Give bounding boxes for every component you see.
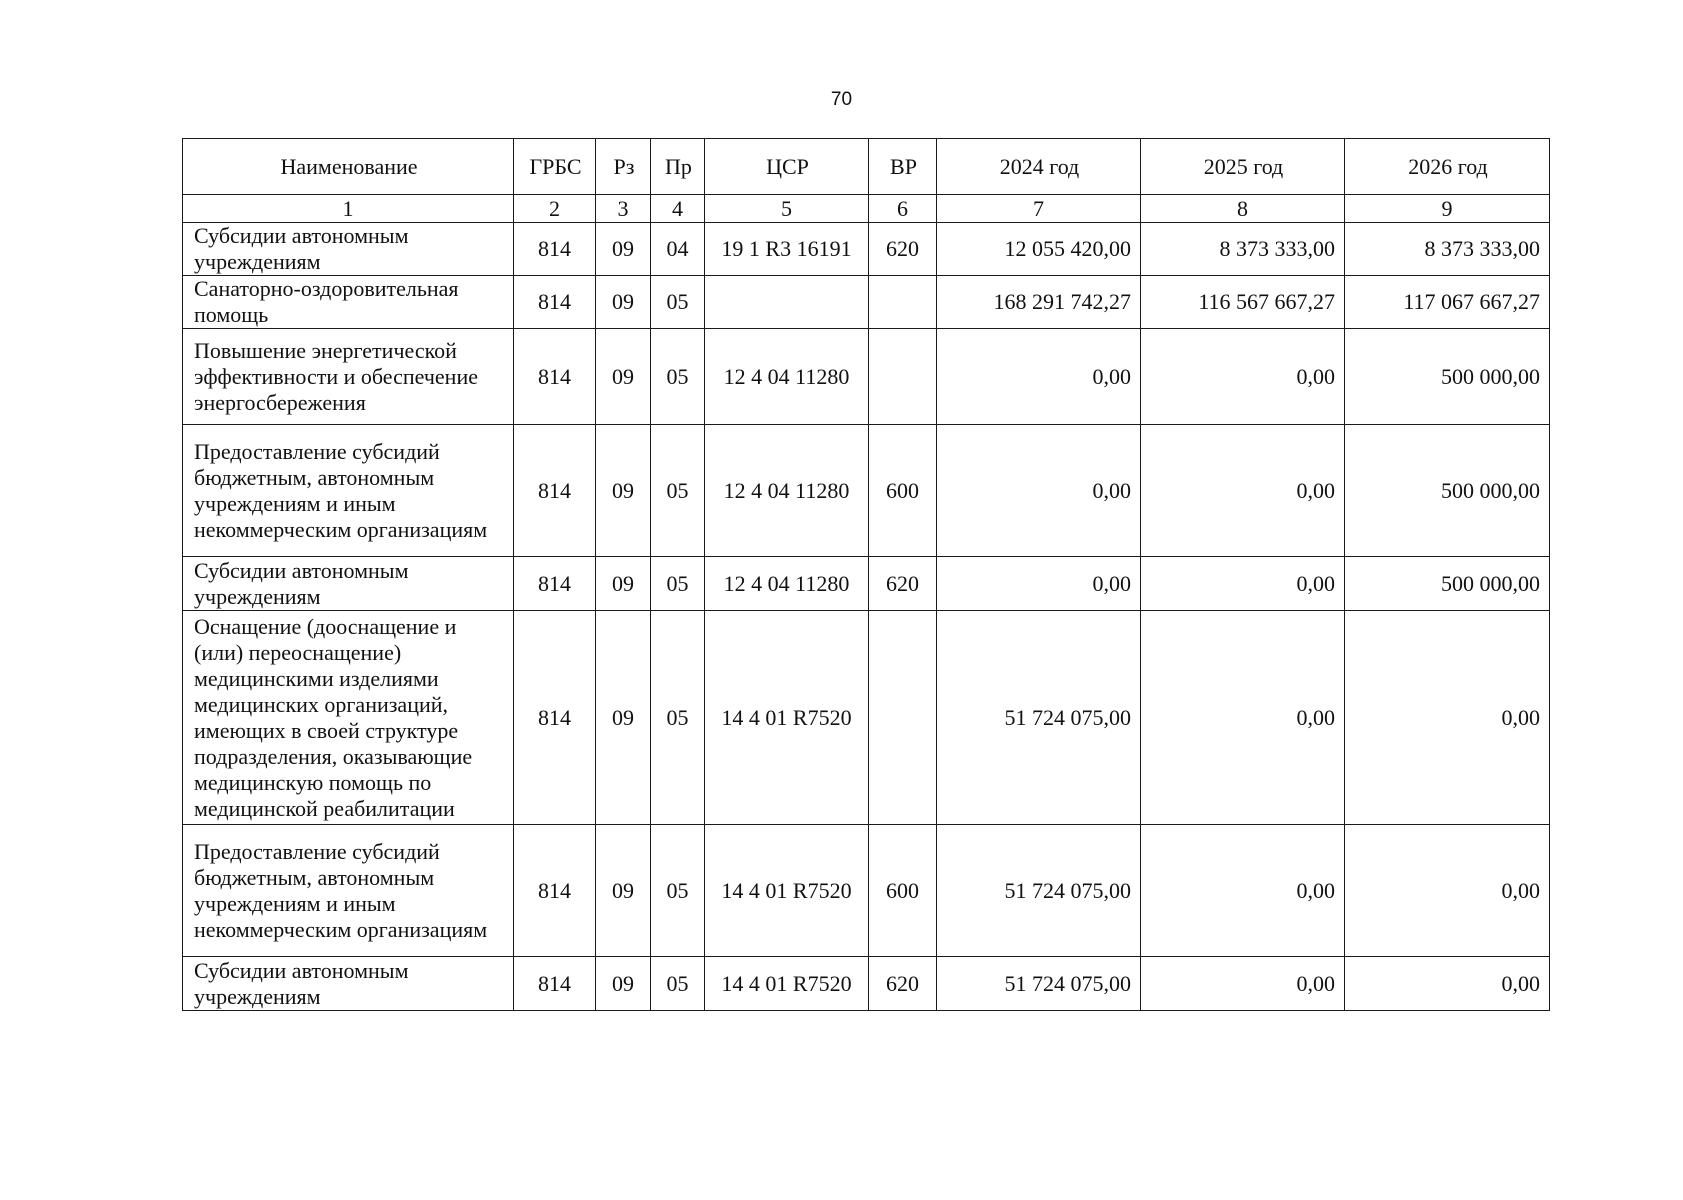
- header-cell: ЦСР: [705, 139, 869, 195]
- row-csr: 12 4 04 11280: [705, 557, 869, 611]
- row-sum-2025: 116 567 667,27: [1141, 276, 1345, 329]
- row-name: Субсидии автономным учреждениям: [183, 557, 514, 611]
- row-sum-2026: 8 373 333,00: [1345, 223, 1550, 276]
- column-number-row: [183, 195, 1550, 223]
- row-grbs: 814: [514, 329, 596, 425]
- row-pr: 05: [651, 557, 705, 611]
- row-pr: 05: [651, 957, 705, 1011]
- row-sum-2026: 117 067 667,27: [1345, 276, 1550, 329]
- row-sum-2025: 0,00: [1141, 957, 1345, 1011]
- row-name: Оснащение (дооснащение и (или) переоснащение) медицинскими изделиями медицинских организаций, имеющих в своей структуре подразделения, оказывающие медицинскую помощь по медицинской реабилитации: [183, 611, 514, 825]
- row-grbs: 814: [514, 425, 596, 557]
- row-name: Предоставление субсидий бюджетным, автономным учреждениям и иным некоммерческим организациям: [183, 825, 514, 957]
- row-pr: 05: [651, 329, 705, 425]
- row-sum-2025: 0,00: [1141, 557, 1345, 611]
- table-row: [183, 611, 1550, 825]
- table-row: [183, 557, 1550, 611]
- row-rz: 09: [596, 557, 651, 611]
- header-cell: 2024 год: [937, 139, 1141, 195]
- row-rz: 09: [596, 957, 651, 1011]
- page-number: 70: [830, 89, 853, 110]
- column-number-cell: 7: [937, 195, 1141, 223]
- row-vr: 620: [869, 957, 937, 1011]
- table-row: [183, 425, 1550, 557]
- row-sum-2024: 51 724 075,00: [937, 957, 1141, 1011]
- column-number-cell: 2: [514, 195, 596, 223]
- column-number-cell: 5: [705, 195, 869, 223]
- row-rz: 09: [596, 825, 651, 957]
- row-vr: [869, 329, 937, 425]
- row-name: Субсидии автономным учреждениям: [183, 223, 514, 276]
- row-rz: 09: [596, 276, 651, 329]
- row-pr: 05: [651, 611, 705, 825]
- row-sum-2025: 0,00: [1141, 329, 1345, 425]
- column-number-cell: 4: [651, 195, 705, 223]
- row-pr: 05: [651, 825, 705, 957]
- row-grbs: 814: [514, 223, 596, 276]
- row-sum-2026: 0,00: [1345, 957, 1550, 1011]
- row-grbs: 814: [514, 957, 596, 1011]
- header-cell: 2025 год: [1141, 139, 1345, 195]
- row-rz: 09: [596, 611, 651, 825]
- table-body: [183, 223, 1550, 1011]
- budget-table: [182, 138, 1550, 1011]
- row-vr: 620: [869, 557, 937, 611]
- row-csr: 14 4 01 R7520: [705, 611, 869, 825]
- row-sum-2025: 0,00: [1141, 425, 1345, 557]
- row-sum-2024: 168 291 742,27: [937, 276, 1141, 329]
- row-csr: 12 4 04 11280: [705, 425, 869, 557]
- row-rz: 09: [596, 425, 651, 557]
- table-row: [183, 825, 1550, 957]
- row-vr: [869, 611, 937, 825]
- column-number-cell: 1: [183, 195, 514, 223]
- row-name: Субсидии автономным учреждениям: [183, 957, 514, 1011]
- row-sum-2026: 0,00: [1345, 825, 1550, 957]
- header-cell: ВР: [869, 139, 937, 195]
- row-vr: 600: [869, 825, 937, 957]
- row-sum-2024: 12 055 420,00: [937, 223, 1141, 276]
- header-cell: 2026 год: [1345, 139, 1550, 195]
- row-vr: 620: [869, 223, 937, 276]
- row-name: Предоставление субсидий бюджетным, автономным учреждениям и иным некоммерческим организациям: [183, 425, 514, 557]
- table-row: [183, 223, 1550, 276]
- row-sum-2024: 0,00: [937, 329, 1141, 425]
- row-csr: 12 4 04 11280: [705, 329, 869, 425]
- row-sum-2025: 0,00: [1141, 825, 1345, 957]
- column-number-cell: 6: [869, 195, 937, 223]
- row-grbs: 814: [514, 611, 596, 825]
- row-vr: [869, 276, 937, 329]
- row-grbs: 814: [514, 276, 596, 329]
- header-cell: Рз: [596, 139, 651, 195]
- row-rz: 09: [596, 329, 651, 425]
- row-grbs: 814: [514, 825, 596, 957]
- row-grbs: 814: [514, 557, 596, 611]
- row-name: Повышение энергетической эффективности и обеспечение энергосбережения: [183, 329, 514, 425]
- header-row: [183, 139, 1550, 195]
- row-sum-2026: 0,00: [1345, 611, 1550, 825]
- row-pr: 05: [651, 276, 705, 329]
- row-sum-2025: 8 373 333,00: [1141, 223, 1345, 276]
- row-csr: [705, 276, 869, 329]
- row-rz: 09: [596, 223, 651, 276]
- row-pr: 04: [651, 223, 705, 276]
- table-row: [183, 957, 1550, 1011]
- row-vr: 600: [869, 425, 937, 557]
- table-row: [183, 329, 1550, 425]
- row-sum-2024: 0,00: [937, 557, 1141, 611]
- column-number-cell: 8: [1141, 195, 1345, 223]
- row-sum-2024: 51 724 075,00: [937, 611, 1141, 825]
- row-sum-2024: 0,00: [937, 425, 1141, 557]
- row-sum-2025: 0,00: [1141, 611, 1345, 825]
- row-sum-2026: 500 000,00: [1345, 557, 1550, 611]
- table-row: [183, 276, 1550, 329]
- column-number-cell: 9: [1345, 195, 1550, 223]
- column-number-cell: 3: [596, 195, 651, 223]
- header-cell: Наименование: [183, 139, 514, 195]
- row-csr: 14 4 01 R7520: [705, 825, 869, 957]
- row-name: Санаторно-оздоровительная помощь: [183, 276, 514, 329]
- header-cell: ГРБС: [514, 139, 596, 195]
- row-sum-2024: 51 724 075,00: [937, 825, 1141, 957]
- row-csr: 14 4 01 R7520: [705, 957, 869, 1011]
- row-csr: 19 1 R3 16191: [705, 223, 869, 276]
- row-sum-2026: 500 000,00: [1345, 329, 1550, 425]
- header-cell: Пр: [651, 139, 705, 195]
- table-header: [183, 139, 1550, 223]
- row-sum-2026: 500 000,00: [1345, 425, 1550, 557]
- row-pr: 05: [651, 425, 705, 557]
